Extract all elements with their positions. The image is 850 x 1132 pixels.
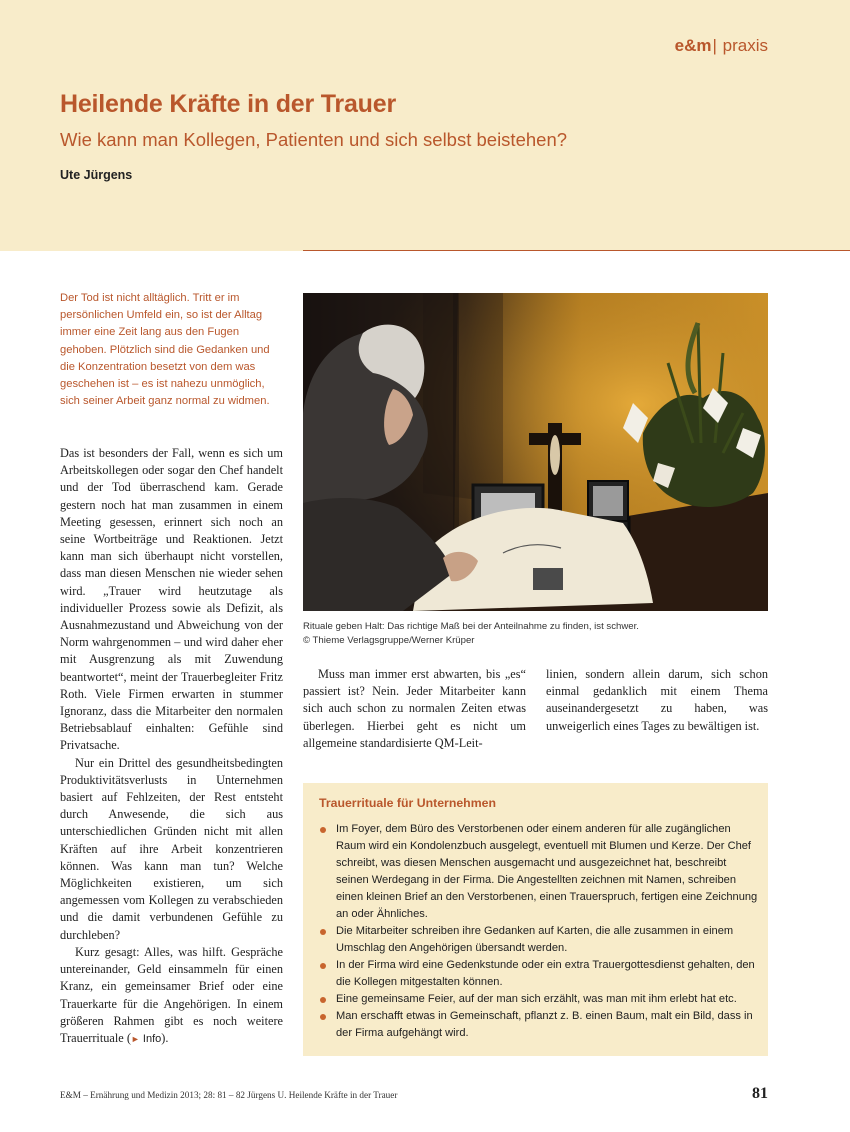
list-item-text: Man erschafft etwas in Gemeinschaft, pflanzt z. B. einen Baum, malt ein Bild, dass in der Firma aufgehängt wird. bbox=[336, 1010, 753, 1039]
list-item-text: Die Mitarbeiter schreiben ihre Gedanken auf Karten, die alle zusammen in einem Umschlag den Angehörigen übersandt werden. bbox=[336, 925, 734, 954]
section-brand bbox=[675, 36, 768, 56]
footer-citation: E&M – Ernährung und Medizin 2013; 28: 81 – 82 Jürgens U. Heilende Kräfte in der Trauer bbox=[60, 1090, 398, 1100]
body-paragraph: linien, sondern allein darum, sich schon einmal gedanklich mit einem Thema auseinandergesetzt zu haben, was unweigerlich eines Tages zu bewältigen ist. bbox=[546, 667, 768, 733]
body-paragraph: Muss man immer erst abwarten, bis „es“ passiert ist? Nein. Jeder Mitarbeiter kann sich auch schon zu normalen Zeiten etwas überlegen. Hierbei geht es nicht um allgemeine standardisierte QM-Leit- bbox=[303, 667, 526, 750]
figure-copyright: © Thieme Verlagsgruppe/Werner Krüper bbox=[303, 635, 475, 646]
triangle-right-icon: ► bbox=[130, 1033, 140, 1044]
article-author: Ute Jürgens bbox=[60, 168, 133, 182]
figure-caption-text: Rituale geben Halt: Das richtige Maß bei der Anteilnahme zu finden, ist schwer. bbox=[303, 621, 639, 632]
article-photo bbox=[303, 293, 768, 611]
info-box-title: Trauerrituale für Unternehmen bbox=[319, 796, 496, 810]
article-subtitle: Wie kann man Kollegen, Patienten und sich selbst beistehen? bbox=[60, 129, 568, 150]
body-paragraph-text: Kurz gesagt: Alles, was hilft. Gespräche untereinander, Geld einsammeln für einen Kranz, ein gemeinsamer Brief oder eine Trauerkarte für die Angehörigen. In einem größeren Rahmen gibt es noch weitere Trauerrituale ( bbox=[60, 944, 283, 1045]
list-item bbox=[319, 957, 759, 991]
list-item-text: In der Firma wird eine Gedenkstunde oder ein extra Trauergottesdienst gehalten, den die Kollegen mitgestalten können. bbox=[336, 959, 755, 988]
article-lead: Der Tod ist nicht alltäglich. Tritt er im persönlichen Umfeld ein, so ist der Alltag immer eine Zeit lang aus den Fugen gehoben. Plötzlich sind die Gedanken und die Konzentration besetzt von dem was geschehen ist – es ist nahezu unmöglich, sich seiner Arbeit ganz normal zu widmen. bbox=[60, 292, 270, 408]
body-paragraph: Nur ein Drittel des gesundheitsbedingten Produktivitätsverlusts in Unternehmen basiert auf Fehlzeiten, der Rest entsteht durch Anwesende, die sich aus unterschiedlichen Gründen nicht mit allen Kräften auf ihre Arbeit konzentrieren können. Was kann man tun? Welche Möglichkeiten existieren, um sich angemessen vom Kollegen zu verabschieden und die damit verbundenen Gefühle zu durchleben? bbox=[60, 755, 283, 942]
bullet-dot-icon bbox=[320, 827, 326, 833]
brand-name: e&m bbox=[674, 36, 712, 55]
brand-separator: | bbox=[712, 36, 717, 55]
header-rule bbox=[303, 250, 850, 251]
info-box bbox=[303, 783, 768, 1056]
bullet-dot-icon bbox=[320, 997, 326, 1003]
info-reference-link[interactable] bbox=[131, 1033, 161, 1045]
bullet-dot-icon bbox=[320, 929, 326, 935]
list-item-text: Eine gemeinsame Feier, auf der man sich erzählt, was man mit ihm erlebt hat etc. bbox=[336, 993, 737, 1005]
info-box-list bbox=[319, 821, 759, 1042]
body-paragraph: Das ist besonders der Fall, wenn es sich um Arbeitskollegen oder sogar den Chef handelt und der Tod überraschend kam. Gerade gestern noch hat man zusammen in einem Meeting gesessen, erinnert sich noch an seine Wortbeiträge und Reaktionen. Jetzt kann man sich überhaupt nicht vorstellen, dass man diesen Menschen nie wieder sehen wird. „Trauer wird heutzutage als individueller Prozess sowie als Defizit, als Ausnahmezustand und Abweichung von der Norm wahrgenommen – und wird daher eher mit Ausgrenzung als mit Zuwendung beantwortet“, meint der Trauerbegleiter Fritz Roth. Viele Firmen erwarten in stummer Ignoranz, dass die Mitarbeiter den normalen Betriebsablauf einhalten: Gefühle sind Privatsache. bbox=[60, 446, 283, 753]
page-number: 81 bbox=[752, 1085, 768, 1102]
info-reference-label: Info bbox=[142, 1032, 162, 1045]
article-title: Heilende Kräfte in der Trauer bbox=[60, 90, 396, 118]
body-column-1 bbox=[60, 445, 283, 1048]
body-column-2 bbox=[303, 666, 526, 752]
body-paragraph bbox=[60, 944, 283, 1048]
body-column-3 bbox=[546, 666, 768, 735]
brand-section: praxis bbox=[722, 36, 768, 55]
list-item bbox=[319, 991, 759, 1008]
list-item-text: Im Foyer, dem Büro des Verstorbenen oder einem anderen für alle zugänglichen Raum wird ein Kondolenzbuch ausgelegt, eventuell mit Blumen und Kerze. Der Chef schreibt, was diesen Menschen ausgemacht und ausgezeichnet hat, beschreibt seinen Werdegang in der Firma. Die Angestellten zeichnen mit Namen, schreiben einen kleinen Brief an den Verstorbenen, einen Trauerspruch, fertigen eine Zeichnung an oder Ähnliches. bbox=[336, 823, 758, 920]
list-item bbox=[319, 1008, 759, 1042]
list-item bbox=[319, 923, 759, 957]
bullet-dot-icon bbox=[320, 963, 326, 969]
body-paragraph-end: ). bbox=[161, 1030, 169, 1045]
list-item bbox=[319, 821, 759, 923]
bullet-dot-icon bbox=[320, 1014, 326, 1020]
figure-caption bbox=[303, 620, 768, 648]
